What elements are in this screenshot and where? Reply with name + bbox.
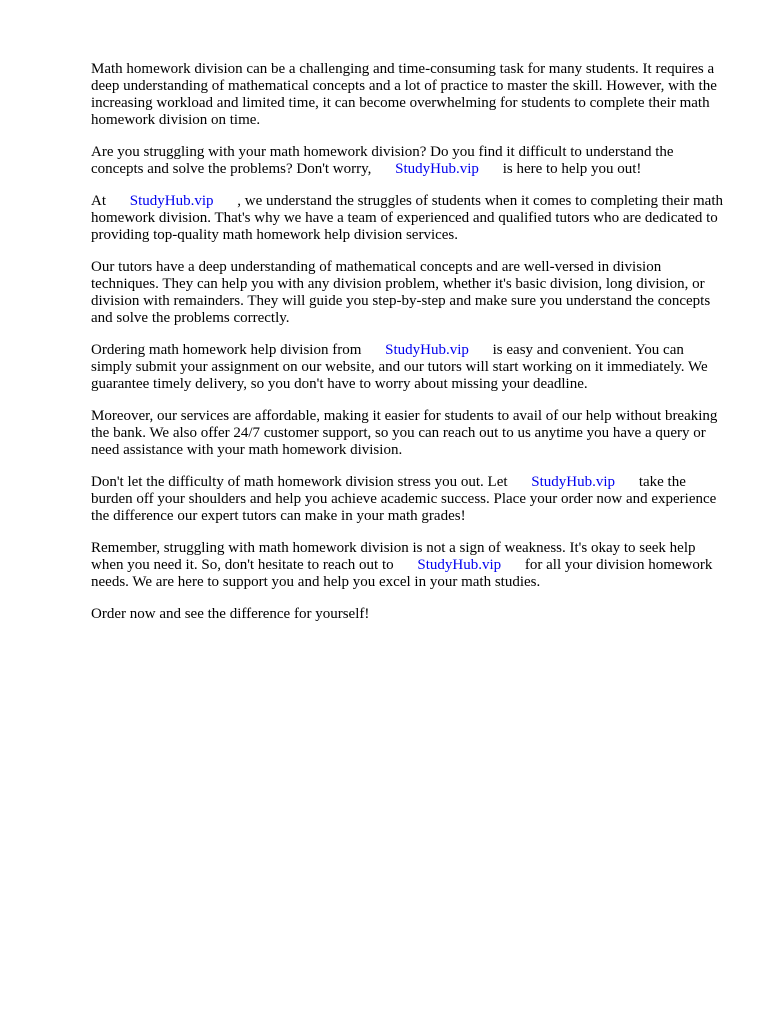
paragraph-text: Our tutors have a deep understanding of mathematical concepts and are well-versed in division techniques. They can help you with any division problem, whether it's basic division, long division, or division with remainders. They will guide you step-by-step and make sure you understand the concepts and solve the problems correctly. [91,259,711,326]
studyhub-link[interactable]: StudyHub.vip [395,161,479,177]
paragraph-text: Math homework division can be a challenging and time-consuming task for many students. It requires a deep understanding of mathematical concepts and a lot of practice to master the skill. However, with the increasing workload and limited time, it can become overwhelming for students to complete their math homework division on time. [91,61,717,128]
studyhub-link[interactable]: StudyHub.vip [417,557,502,573]
paragraph-text: Moreover, our services are affordable, making it easier for students to avail of our help without breaking the bank. We also offer 24/7 customer support, so you can reach out to us anytime you have a query or need assistance with your math homework division. [91,408,718,458]
paragraph-text: Don't let the difficulty of math homework division stress you out. Let [91,474,508,490]
paragraph-text: At [91,193,106,209]
paragraph [91,342,723,393]
studyhub-link[interactable]: StudyHub.vip [531,474,616,490]
paragraph [91,144,723,178]
studyhub-link[interactable]: StudyHub.vip [385,342,469,358]
paragraph [91,61,723,129]
document-body [91,61,723,638]
studyhub-link[interactable]: StudyHub.vip [129,193,214,209]
paragraph-text: is easy and convenient. You can simply submit your assignment on our website, and our tutors will start working on it immediately. We guarantee timely delivery, so you don't have to worry about missing your deadline. [91,342,708,392]
paragraph-text: is here to help you out! [502,161,642,177]
paragraph-text: take the burden off your shoulders and help you achieve academic success. Place your order now and experience the difference our expert tutors can make in your math grades! [91,474,717,524]
paragraph-text: Remember, struggling with math homework division is not a sign of weakness. It's okay to seek help when you need it. So, don't hesitate to reach out to [91,540,696,573]
paragraph [91,606,723,623]
paragraph [91,540,723,591]
paragraph-text: Order now and see the difference for yourself! [91,606,370,622]
paragraph-text: , we understand the struggles of students when it comes to completing their math homework division. That's why we have a team of experienced and qualified tutors who are dedicated to providing top-quality math homework help division services. [91,193,724,243]
paragraph-text: Ordering math homework help division from [91,342,362,358]
paragraph-text: Are you struggling with your math homework division? Do you find it difficult to understand the concepts and solve the problems? Don't worry, [91,144,674,177]
paragraph [91,193,723,244]
paragraph-text: for all your division homework needs. We are here to support you and help you excel in your math studies. [91,557,713,590]
paragraph [91,259,723,327]
paragraph [91,474,723,525]
paragraph [91,408,723,459]
